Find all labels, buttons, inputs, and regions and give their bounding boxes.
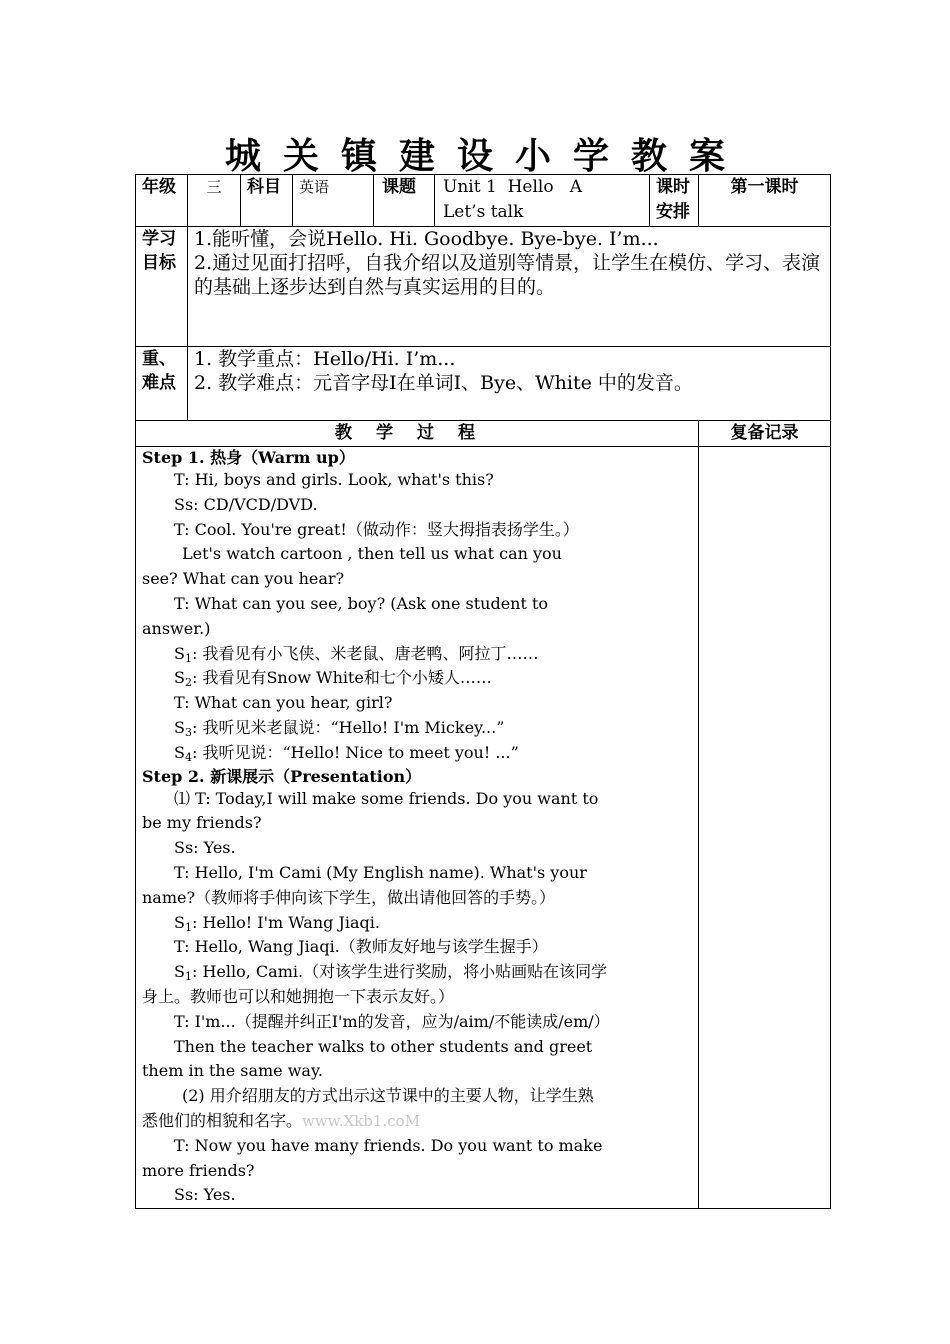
process-line bbox=[142, 666, 692, 691]
topic-line-1: Unit 1 Hello A bbox=[443, 177, 583, 197]
objectives-content bbox=[188, 227, 831, 347]
grade-label: 年级 bbox=[136, 175, 188, 227]
key-points-row bbox=[136, 347, 831, 421]
process-line: answer.) bbox=[142, 618, 211, 638]
objectives-row bbox=[136, 227, 831, 347]
process-line: Then the teacher walks to other students and greet bbox=[174, 1036, 593, 1056]
process-line: Ss: Yes. bbox=[174, 1185, 236, 1205]
speaker: S bbox=[174, 962, 185, 982]
process-row bbox=[136, 447, 831, 1209]
subject-label: 科目 bbox=[241, 175, 293, 227]
process-line: ⑴ T: Today,I will make some friends. Do you want to bbox=[174, 788, 599, 808]
line-text: : 我看见有Snow White和七个小矮人…… bbox=[191, 668, 492, 688]
speaker: S bbox=[174, 668, 185, 688]
line-text: 悉他们的相貌和名字。 bbox=[142, 1110, 303, 1130]
process-header: 教学过程 bbox=[136, 421, 699, 447]
topic-label: 课题 bbox=[374, 175, 435, 227]
record-header: 复备记录 bbox=[699, 421, 831, 447]
objective-line-1: 1.能听懂，会说Hello. Hi. Goodbye. Bye-bye. I’m... bbox=[194, 228, 659, 250]
grade-value: 三 bbox=[188, 175, 241, 227]
step-2-title: Step 2. 新课展示（Presentation） bbox=[142, 766, 422, 786]
line-text: : Hello, Cami.（对该学生进行奖励，将小贴画贴在该同学 bbox=[191, 962, 608, 982]
process-line: see? What can you hear? bbox=[142, 569, 345, 589]
process-line: be my friends? bbox=[142, 813, 262, 833]
process-line: T: Hello, Wang Jiaqi.（教师友好地与该学生握手） bbox=[174, 937, 548, 957]
process-line: T: What can you hear, girl? bbox=[174, 693, 393, 713]
process-header-row bbox=[136, 421, 831, 447]
speaker-index: 1 bbox=[184, 920, 192, 934]
line-text: : 我听见米老鼠说：“Hello! I'm Mickey...” bbox=[191, 717, 505, 737]
line-text: : 我听见说：“Hello! Nice to meet you! ...” bbox=[191, 742, 519, 762]
speaker-index: 2 bbox=[184, 676, 192, 690]
process-line: T: Hello, I'm Cami (My English name). What's your bbox=[174, 862, 587, 882]
process-line: Ss: Yes. bbox=[174, 838, 236, 858]
speaker-index: 1 bbox=[184, 970, 192, 984]
record-cell bbox=[699, 447, 831, 1209]
process-line bbox=[142, 1109, 692, 1134]
process-line: name?（教师将手伸向该下学生，做出请他回答的手势。） bbox=[142, 887, 556, 907]
process-line bbox=[142, 741, 692, 766]
process-line bbox=[142, 911, 692, 936]
page-title: 城关镇建设小学教案 bbox=[224, 136, 747, 177]
process-content bbox=[136, 447, 699, 1209]
objectives-label: 学习目标 bbox=[136, 227, 188, 347]
period-label: 课时安排 bbox=[650, 175, 699, 227]
process-line: them in the same way. bbox=[142, 1061, 323, 1081]
step-1-title: Step 1. 热身（Warm up） bbox=[142, 448, 355, 467]
topic-line-2: Let’s talk bbox=[443, 202, 524, 222]
process-line: more friends? bbox=[142, 1160, 255, 1180]
process-line: Ss: CD/VCD/DVD. bbox=[174, 494, 318, 514]
process-line: T: Cool. You're great!（做动作：竖大拇指表扬学生。） bbox=[174, 519, 579, 539]
key-point-line-2: 2. 教学难点：元音字母I在单词I、Bye、White 中的发音。 bbox=[194, 372, 693, 394]
lesson-plan-table bbox=[135, 174, 831, 1209]
speaker: S bbox=[174, 643, 185, 663]
watermark: www.Xkb1.coM bbox=[302, 1111, 420, 1130]
process-line: T: Now you have many friends. Do you want to make bbox=[174, 1135, 603, 1155]
process-line bbox=[142, 716, 692, 741]
speaker-index: 3 bbox=[184, 725, 192, 739]
process-line bbox=[142, 960, 692, 985]
key-points-label: 重、难点 bbox=[136, 347, 188, 421]
key-point-line-1: 1. 教学重点：Hello/Hi. I’m... bbox=[194, 348, 456, 370]
topic-value bbox=[435, 175, 650, 227]
process-line: 身上。教师也可以和她拥抱一下表示友好。） bbox=[142, 986, 455, 1006]
process-line bbox=[142, 642, 692, 667]
line-text: : Hello! I'm Wang Jiaqi. bbox=[191, 912, 380, 932]
speaker-index: 4 bbox=[184, 750, 192, 764]
period-value: 第一课时 bbox=[699, 175, 831, 227]
key-points-content bbox=[188, 347, 831, 421]
subject-value: 英语 bbox=[293, 175, 374, 227]
speaker-index: 1 bbox=[184, 651, 192, 665]
line-text: : 我看见有小飞侠、米老鼠、唐老鸭、阿拉丁…… bbox=[191, 643, 539, 663]
info-row bbox=[136, 175, 831, 227]
speaker: S bbox=[174, 742, 185, 762]
speaker: S bbox=[174, 912, 185, 932]
process-line: (2) 用介绍朋友的方式出示这节课中的主要人物，让学生熟 bbox=[182, 1086, 594, 1106]
speaker: S bbox=[174, 717, 185, 737]
process-line: T: Hi, boys and girls. Look, what's this? bbox=[174, 470, 494, 489]
process-line: Let's watch cartoon , then tell us what can you bbox=[182, 544, 562, 564]
process-line: T: I'm...（提醒并纠正I'm的发音，应为/aim/不能读成/em/） bbox=[174, 1011, 610, 1031]
process-line: T: What can you see, boy? (Ask one student to bbox=[174, 593, 549, 613]
objective-line-2: 2.通过见面打招呼，自我介绍以及道别等情景，让学生在模仿、学习、表演的基础上逐步达到自然与真实运用的目的。 bbox=[194, 252, 821, 298]
